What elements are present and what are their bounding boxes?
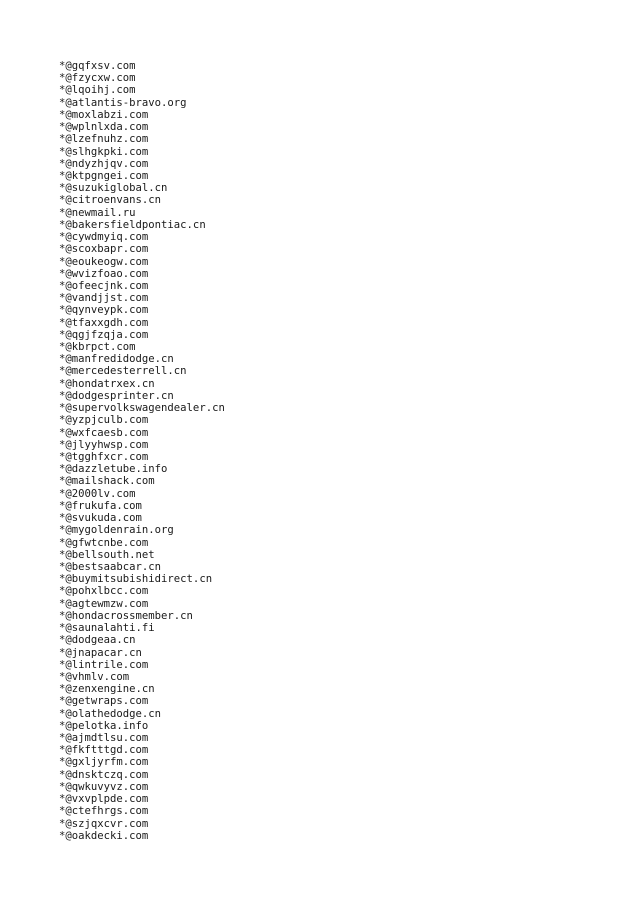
domain-line: *@hondatrxex.cn — [59, 377, 155, 390]
domain-line: *@pohxlbcc.com — [59, 585, 149, 598]
domain-line: *@zenxengine.cn — [59, 683, 155, 696]
domain-line: *@ctefhrgs.com — [59, 805, 149, 818]
domain-line: *@scoxbapr.com — [59, 243, 149, 256]
domain-line: *@oakdecki.com — [59, 829, 149, 842]
domain-line: *@supervolkswagendealer.cn — [59, 402, 225, 415]
domain-line: *@ajmdtlsu.com — [59, 732, 149, 745]
domain-line: *@wvizfoao.com — [59, 267, 149, 280]
domain-line: *@dnsktczq.com — [59, 768, 149, 781]
domain-line: *@fkftttgd.com — [59, 744, 149, 757]
domain-line: *@gxljyrfm.com — [59, 756, 149, 769]
domain-line: *@wxfcaesb.com — [59, 426, 149, 439]
domain-line: *@yzpjculb.com — [59, 414, 149, 427]
domain-line: *@gfwtcnbe.com — [59, 536, 149, 549]
domain-line: *@mercedesterrell.cn — [59, 365, 187, 378]
domain-line: *@vxvplpde.com — [59, 793, 149, 806]
domain-line: *@getwraps.com — [59, 695, 149, 708]
domain-line: *@tgghfxcr.com — [59, 451, 149, 463]
domain-line: *@ktpgngei.com — [59, 169, 149, 182]
domain-line: *@mailshack.com — [59, 475, 155, 488]
domain-line: *@slhgkpki.com — [59, 145, 149, 158]
domain-line: *@buymitsubishidirect.cn — [59, 573, 213, 586]
domain-line: *@dodgesprinter.cn — [59, 389, 174, 402]
domain-line: *@bellsouth.net — [59, 548, 155, 561]
domain-line: *@newmail.ru — [59, 206, 136, 219]
domain-list — [59, 60, 225, 842]
domain-line: *@vhmlv.com — [59, 670, 130, 683]
domain-line: *@2000lv.com — [59, 487, 136, 500]
domain-line: *@qynveypk.com — [59, 304, 149, 317]
domain-line: *@szjqxcvr.com — [59, 817, 149, 830]
domain-line: *@svukuda.com — [59, 512, 142, 525]
domain-line: *@hondacrossmember.cn — [59, 609, 193, 622]
domain-line: *@tfaxxgdh.com — [59, 316, 149, 329]
domain-line: *@cywdmyiq.com — [59, 231, 149, 244]
domain-line: *@eoukeogw.com — [59, 255, 149, 268]
domain-line: *@saunalahti.fi — [59, 622, 155, 635]
domain-line: *@kbrpct.com — [59, 341, 136, 354]
domain-line: *@lzefnuhz.com — [59, 133, 149, 146]
domain-line: *@lintrile.com — [59, 658, 149, 671]
domain-line: *@pelotka.info — [59, 719, 149, 732]
domain-line: *@bestsaabcar.cn — [59, 560, 162, 573]
domain-line: *@ndyzhjqv.com — [59, 157, 149, 170]
domain-line: *@fzycxw.com — [59, 72, 136, 85]
domain-line: *@manfredidodge.cn — [59, 353, 174, 366]
domain-line: *@frukufa.com — [59, 499, 142, 512]
domain-line: *@bakersfieldpontiac.cn — [59, 218, 206, 231]
domain-line: *@jnapacar.cn — [59, 646, 142, 659]
domain-line: *@atlantis-bravo.org — [59, 96, 187, 109]
domain-line: *@ofeecjnk.com — [59, 279, 149, 292]
domain-line: *@jlyyhwsp.com — [59, 438, 149, 451]
domain-line: *@olathedodge.cn — [59, 707, 162, 720]
domain-line: *@qgjfzqja.com — [59, 328, 149, 341]
domain-line: *@moxlabzi.com — [59, 108, 149, 121]
domain-line: *@qwkuvyvz.com — [59, 780, 149, 793]
domain-line: *@gqfxsv.com — [59, 60, 136, 72]
domain-line: *@agtewmzw.com — [59, 597, 149, 610]
domain-line: *@lqoihj.com — [59, 84, 136, 97]
domain-line: *@mygoldenrain.org — [59, 524, 174, 537]
domain-line: *@wplnlxda.com — [59, 121, 149, 134]
domain-line: *@dazzletube.info — [59, 463, 168, 476]
domain-line: *@citroenvans.cn — [59, 194, 162, 207]
domain-line: *@vandjjst.com — [59, 292, 149, 305]
domain-line: *@dodgeaa.cn — [59, 634, 136, 647]
domain-line: *@suzukiglobal.cn — [59, 182, 168, 195]
